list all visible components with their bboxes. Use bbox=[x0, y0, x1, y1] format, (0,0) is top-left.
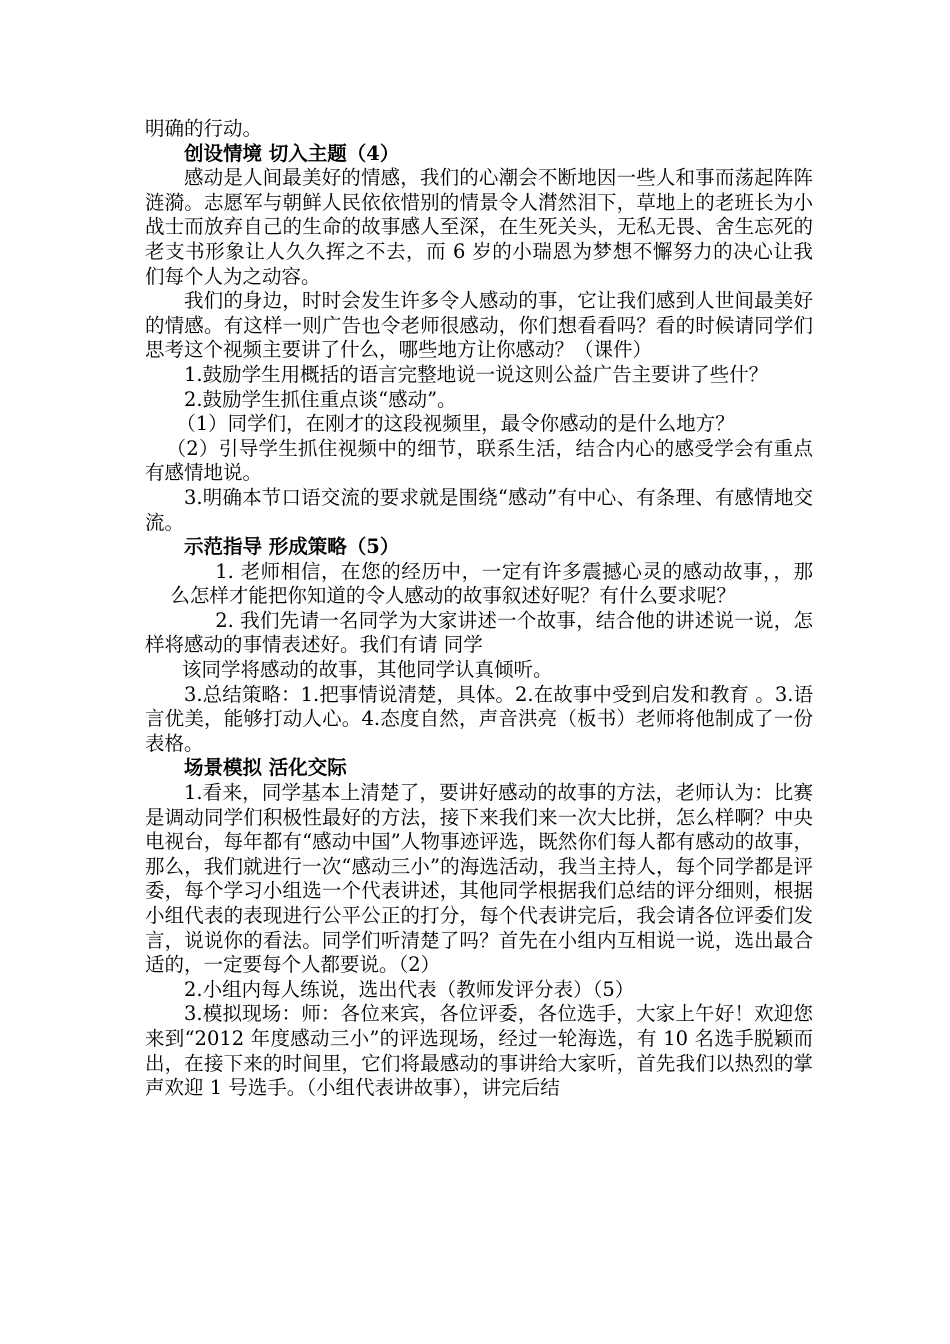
paragraph-step-3: 3.明确本节口语交流的要求就是围绕“感动”有中心、有条理、有感情地交流。 bbox=[145, 485, 813, 534]
paragraph-emotion-intro: 感动是人间最美好的情感，我们的心潮会不断地因一些人和事而荡起阵阵涟漪。志愿军与朝鲜人民依依惜别的情景令人潸然泪下，草地上的老班长为小战士而放弃自己的生命的故事感人至深，在生死关头，无私无畏、舍生忘死的老支书形象让人久久挥之不去，而 6 岁的小瑞恩为梦想不懈努力的决心让我们每个人为之动容。 bbox=[145, 166, 813, 288]
paragraph-substep-1: （1）同学们，在刚才的这段视频里，最令你感动的是什么地方？ bbox=[176, 412, 735, 436]
paragraph-guidance-listen: 该同学将感动的故事，其他同学认真倾听。 bbox=[182, 658, 553, 682]
paragraph-continuation: 明确的行动。 bbox=[145, 117, 263, 140]
section-heading-simulation: 场景模拟 活化交际 bbox=[184, 756, 347, 780]
paragraph-strategy-summary: 3.总结策略：1.把事情说清楚，具体。2.在故事中受到启发和教育 。3.语言优美，能够打动人心。4.态度自然，声音洪亮（板书）老师将他制成了一份表格。 bbox=[145, 682, 813, 755]
section-heading-guidance: 示范指导 形成策略（5） bbox=[184, 535, 400, 559]
section-heading-situation: 创设情境 切入主题（4） bbox=[184, 141, 400, 165]
paragraph-substep-2: （2）引导学生抓住视频中的细节，联系生活，结合内心的感受学会有重点有感情地说。 bbox=[145, 436, 813, 485]
paragraph-step-1: 1.鼓励学生用概括的语言完整地说一说这则公益广告主要讲了些什？ bbox=[184, 362, 769, 386]
paragraph-simulation-2: 2.小组内每人练说，选出代表（教师发评分表）（5） bbox=[184, 977, 635, 1001]
paragraph-simulation-1: 1.看来，同学基本上清楚了，要讲好感动的故事的方法，老师认为：比赛是调动同学们积极性最好的方法，接下来我们来一次大比拼，怎么样啊？中央电视台，每年都有“感动中国”人物事迹评选，既然你们每人都有感动的故事，那么，我们就进行一次“感动三小”的海选活动，我当主持人，每个同学都是评委，每个学习小组选一个代表讲述，其他同学根据我们总结的评分细则，根据小组代表的表现进行公平公正的打分，每个代表讲完后，我会请各位评委们发言，说说你的看法。同学们听清楚了吗？首先在小组内互相说一说，选出最合适的，一定要每个人都要说。（2） bbox=[145, 781, 813, 977]
paragraph-guidance-2: 2. 我们先请一名同学为大家讲述一个故事，结合他的讲述说一说，怎样将感动的事情表述好。我们有请 同学 bbox=[145, 608, 813, 657]
paragraph-simulation-3: 3.模拟现场：师：各位来宾，各位评委，各位选手，大家上午好！欢迎您来到“2012 年度感动三小”的评选现场，经过一轮海选，有 10 名选手脱颖而出，在接下来的时间里，它们将最感动的事讲给大家听，首先我们以热烈的掌声欢迎 1 号选手。（小组代表讲故事），讲完后结 bbox=[145, 1002, 813, 1100]
paragraph-guidance-1: 1. 老师相信，在您的经历中，一定有许多震撼心灵的感动故事，，那么怎样才能把你知道的令人感动的故事叙述好呢？有什么要求呢？ bbox=[170, 559, 813, 608]
paragraph-video-intro: 我们的身边，时时会发生许多令人感动的事，它让我们感到人世间最美好的情感。有这样一则广告也令老师很感动，你们想看看吗？看的时候请同学们思考这个视频主要讲了什么，哪些地方让你感动？（课件） bbox=[145, 289, 813, 362]
document-body bbox=[145, 117, 813, 1101]
paragraph-step-2: 2.鼓励学生抓住重点谈“感动”。 bbox=[184, 387, 457, 411]
